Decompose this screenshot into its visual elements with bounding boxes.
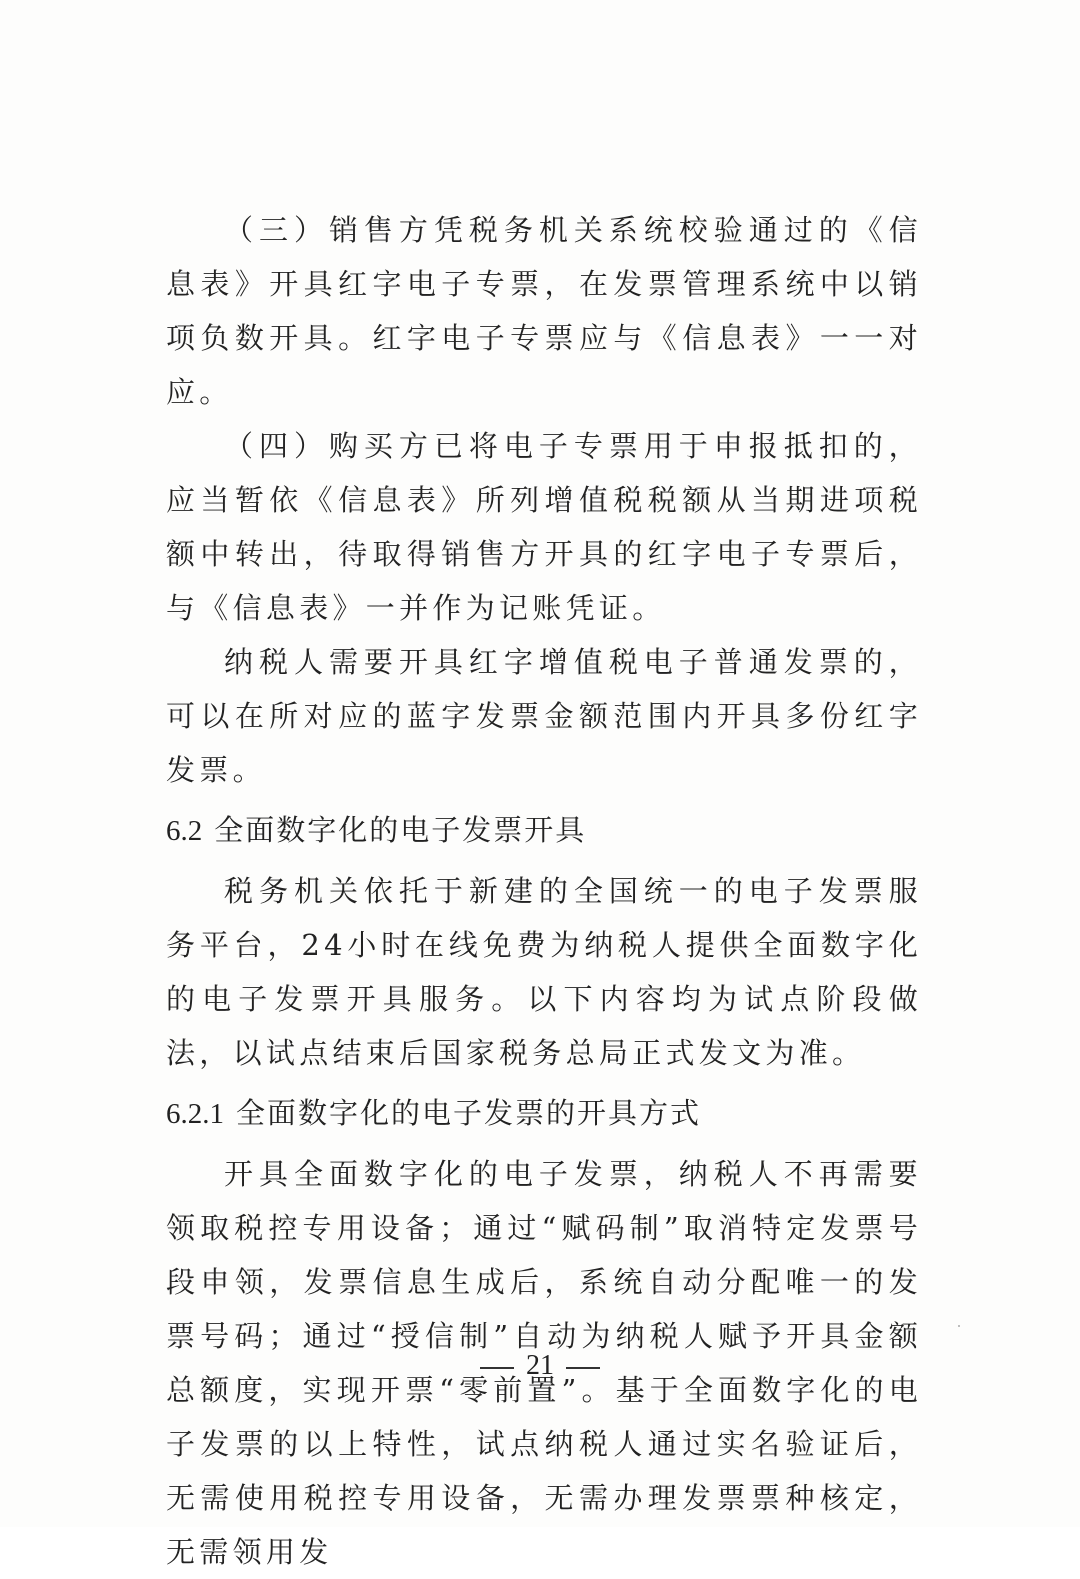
page-number: 21 [526,1350,554,1381]
paragraph-red-invoice-note: 纳税人需要开具红字增值税电子普通发票的，可以在所对应的蓝字发票金额范围内开具多份红字发票。 [166,645,922,787]
footer-dash-right [566,1367,600,1369]
section-title: 全面数字化的电子发票的开具方式 [236,1096,702,1130]
footer-dash-left [480,1367,514,1369]
section-number: 6.2.1 [166,1098,224,1130]
section-6-2-1-paragraph: 开具全面数字化的电子发票，纳税人不再需要领取税控专用设备；通过“赋码制”取消特定发票号段申领，发票信息生成后，系统自动分配唯一的发票号码；通过“授信制”自动为纳税人赋予开具金额总额度，实现开票“零前置”。基于全面数字化的电子发票的以上特性，试点纳税人通过实名验证后，无需使用税控专用设备，无需办理发票票种核定，无需领用发 [166,1157,922,1569]
section-heading-6-2 [166,803,922,858]
section-number: 6.2 [166,815,203,847]
paragraph-item-4: （四）购买方已将电子专票用于申报抵扣的，应当暂依《信息表》所列增值税税额从当期进项税额中转出，待取得销售方开具的红字电子专票后，与《信息表》一并作为记账凭证。 [166,429,922,625]
section-title: 全面数字化的电子发票开具 [214,813,587,847]
paragraph-item-3: （三）销售方凭税务机关系统校验通过的《信息表》开具红字电子专票，在发票管理系统中以销项负数开具。红字电子专票应与《信息表》一一对应。 [166,213,922,409]
section-heading-6-2-1 [166,1086,922,1141]
scan-speck [958,1325,960,1327]
page-footer [0,1350,1080,1382]
section-6-2-paragraph: 税务机关依托于新建的全国统一的电子发票服务平台，24小时在线免费为纳税人提供全面数字化的电子发票开具服务。以下内容均为试点阶段做法，以试点结束后国家税务总局正式发文为准。 [166,874,922,1070]
